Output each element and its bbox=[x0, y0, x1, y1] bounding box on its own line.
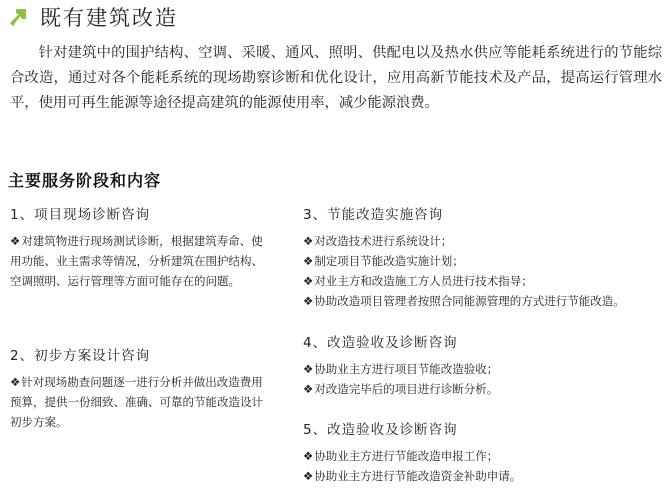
diamond-bullet-icon: ❖ bbox=[303, 254, 314, 268]
block-title: 3、节能改造实施咨询 bbox=[303, 207, 444, 223]
service-block-1 bbox=[10, 203, 272, 291]
list-item: ❖对业主方和改造施工方人员进行技术指导； bbox=[303, 274, 533, 288]
list-item: ❖对改造完毕后的项目进行诊断分析。 bbox=[303, 382, 499, 396]
block-body bbox=[303, 359, 668, 399]
block-body bbox=[303, 231, 668, 311]
section-heading: 主要服务阶段和内容 bbox=[8, 171, 162, 190]
block-title: 1、项目现场诊断咨询 bbox=[10, 207, 151, 223]
list-item: ❖针对现场勘查问题逐一进行分析并做出改造费用预算，提供一份细致、准确、可靠的节能改造设计初步方案。 bbox=[10, 375, 263, 429]
list-item: ❖协助业主方进行节能改造资金补助申请。 bbox=[303, 469, 522, 483]
diamond-bullet-icon: ❖ bbox=[303, 234, 314, 248]
block-body bbox=[10, 231, 272, 291]
list-item: ❖对改造技术进行系统设计； bbox=[303, 234, 453, 248]
diamond-bullet-icon: ❖ bbox=[303, 362, 314, 376]
list-item: ❖协助改造项目管理者按照合同能源管理的方式进行节能改造。 bbox=[303, 294, 625, 308]
block-title: 5、改造验收及诊断咨询 bbox=[303, 422, 458, 438]
page-header bbox=[8, 4, 178, 30]
diamond-bullet-icon: ❖ bbox=[303, 274, 314, 288]
diamond-bullet-icon: ❖ bbox=[10, 375, 21, 389]
list-item: ❖对建筑物进行现场测试诊断，根据建筑寿命、使用功能、业主需求等情况，分析建筑在围护结构、空调照明、运行管理等方面可能存在的问题。 bbox=[10, 234, 263, 288]
service-block-5 bbox=[303, 418, 668, 486]
page-title: 既有建筑改造 bbox=[40, 6, 178, 30]
list-item: ❖协助业主方进行节能改造申报工作； bbox=[303, 449, 499, 463]
service-block-2 bbox=[10, 344, 272, 432]
list-item: ❖制定项目节能改造实施计划； bbox=[303, 254, 464, 268]
block-title: 4、改造验收及诊断咨询 bbox=[303, 335, 458, 351]
diamond-bullet-icon: ❖ bbox=[10, 234, 21, 248]
diamond-bullet-icon: ❖ bbox=[303, 382, 314, 396]
block-title: 2、初步方案设计咨询 bbox=[10, 348, 151, 364]
list-item: ❖协助业主方进行项目节能改造验收； bbox=[303, 362, 499, 376]
green-arrow-icon bbox=[8, 7, 28, 27]
block-body bbox=[303, 446, 668, 486]
service-block-4 bbox=[303, 331, 668, 399]
diamond-bullet-icon: ❖ bbox=[303, 449, 314, 463]
diamond-bullet-icon: ❖ bbox=[303, 294, 314, 308]
service-block-3 bbox=[303, 203, 668, 311]
diamond-bullet-icon: ❖ bbox=[303, 469, 314, 483]
block-body bbox=[10, 372, 272, 432]
intro-paragraph: 针对建筑中的围护结构、空调、采暖、通风、照明、供配电以及热水供应等能耗系统进行的节能综合改造，通过对各个能耗系统的现场勘察诊断和优化设计，应用高新节能技术及产品，提高运行管理水平，使用可再生能源等途径提高建筑的能源使用率，减少能源浪费。 bbox=[10, 45, 662, 111]
